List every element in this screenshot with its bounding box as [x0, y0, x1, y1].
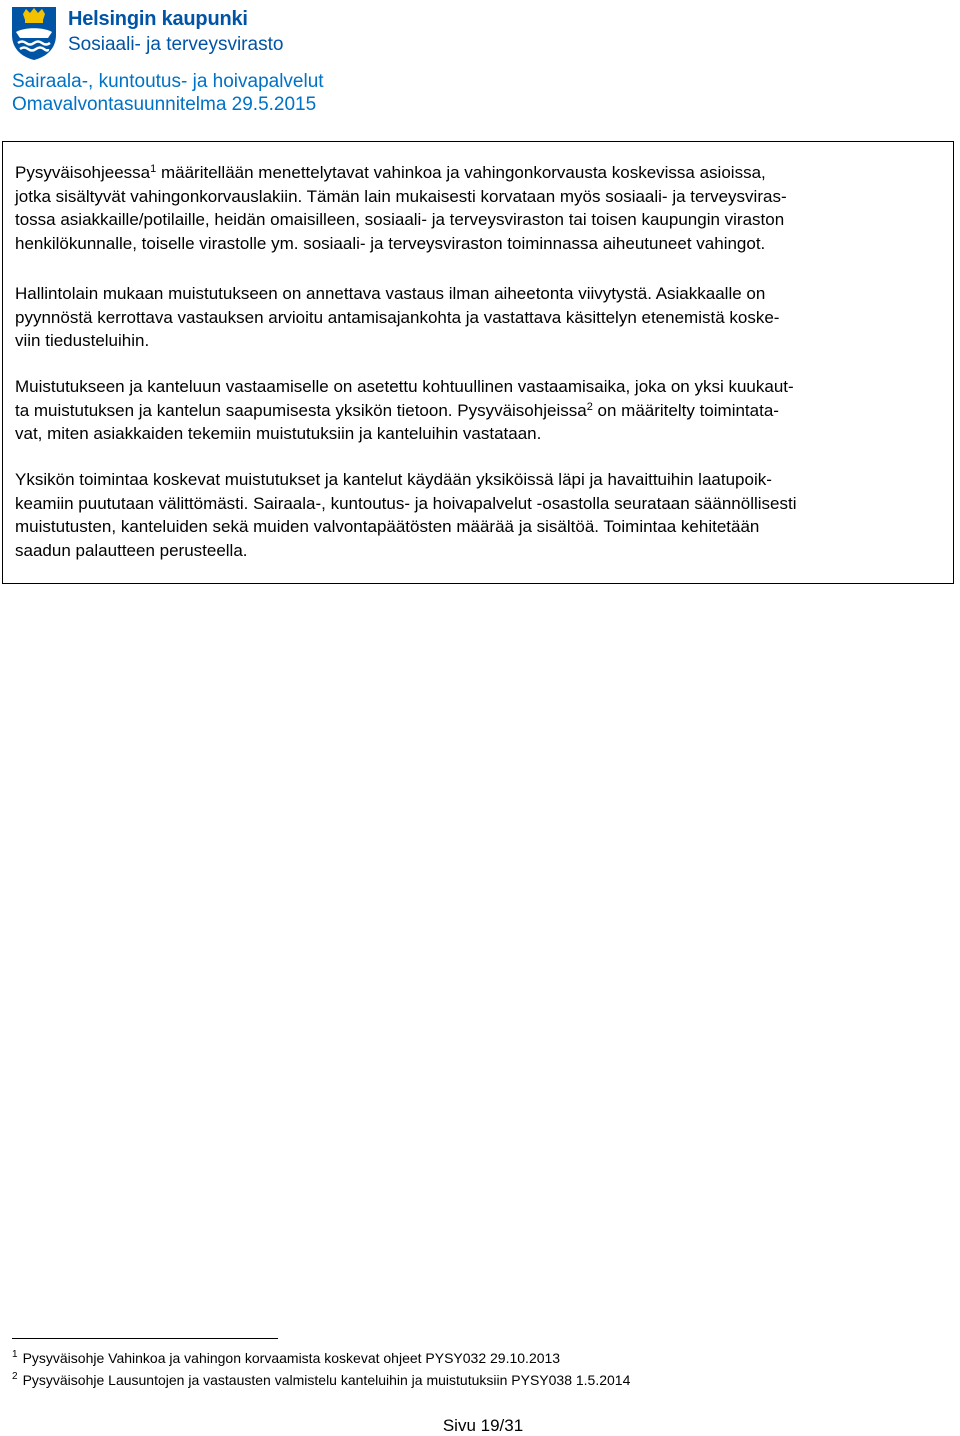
footnote-text: Pysyväisohje Lausuntojen ja vastausten valmistelu kanteluihin ja muistutuksiin PYSY038 1.5.2014 — [22, 1372, 631, 1388]
paragraph-response-time — [15, 375, 794, 446]
document-title: Omavalvontasuunnitelma 29.5.2015 — [12, 94, 317, 115]
footnote-text: Pysyväisohje Vahinkoa ja vahingon korvaamista koskevat ohjeet PYSY032 29.10.2013 — [22, 1350, 561, 1366]
text-line — [15, 161, 787, 185]
text-line: muistutusten, kanteluiden sekä muiden valvontapäätösten määrää ja sisältöä. Toimintaa kehitetään — [15, 517, 760, 536]
text-line: keamiin puututaan välittömästi. Sairaala-, kuntoutus- ja hoivapalvelut -osastolla seurataan säännöllisesti — [15, 493, 797, 513]
page-number — [0, 1416, 960, 1436]
page-header — [8, 3, 408, 63]
text-segment: Pysyväisohjeessa — [15, 163, 151, 182]
text-segment: on määritelty toimintata- — [592, 400, 779, 420]
text-segment: määritellään menettelytavat vahinkoa ja vahingonkorvausta koskevissa asioissa, — [156, 163, 766, 182]
footnote-number: 1 — [12, 1349, 18, 1360]
footnote-number: 2 — [12, 1371, 18, 1382]
page-number-label: Sivu 19/31 — [442, 1416, 524, 1435]
paragraph-unit-review — [15, 468, 797, 562]
text-line: Muistutukseen ja kanteluun vastaamiselle on asetettu kohtuullinen vastaamisaika, joka on yksi kuukaut- — [15, 377, 794, 396]
organization-name: Helsingin kaupunki — [68, 8, 248, 30]
text-line: jotka sisältyvät vahingonkorvauslakiin. Tämän lain mukaisesti korvataan myös sosiaali- ja terveysviras- — [15, 186, 787, 206]
text-line: vat, miten asiakkaiden tekemiin muistutuksiin ja kanteluihin vastataan. — [15, 424, 542, 443]
content-frame — [2, 141, 954, 584]
text-segment: ta muistutuksen ja kantelun saapumisesta yksikön tietoon. Pysyväisohjeissa — [15, 400, 587, 420]
text-line: Yksikön toimintaa koskevat muistutukset ja kantelut käydään yksiköissä läpi ja havaittuihin laatupoik- — [15, 470, 772, 489]
footnote-2 — [12, 1372, 630, 1388]
footnote-ref-1: 1 — [150, 163, 157, 175]
text-line: pyynnöstä kerrottava vastauksen arvioitu antamisajankohta ja vastattava käsittelyn etenemistä koske- — [15, 307, 780, 327]
document-service-line: Sairaala-, kuntoutus- ja hoivapalvelut — [12, 71, 324, 92]
paragraph-administrative-law — [15, 282, 779, 353]
helsinki-crest-logo — [10, 5, 58, 61]
text-line: Hallintolain mukaan muistutukseen on annettava vastaus ilman aiheetonta viivytystä. Asiakkaalle on — [15, 284, 766, 303]
text-line: tossa asiakkaille/potilaille, heidän omaisilleen, sosiaali- ja terveysviraston tai toisen kaupungin viraston — [15, 210, 785, 229]
footnote-1 — [12, 1350, 560, 1366]
paragraph-damages — [15, 161, 787, 255]
text-line: saadun palautteen perusteella. — [15, 540, 248, 560]
text-line: henkilökunnalle, toiselle virastolle ym. sosiaali- ja terveysviraston toiminnassa aiheutuneet vahingot. — [15, 233, 766, 253]
text-line: viin tiedusteluihin. — [15, 331, 150, 350]
department-name: Sosiaali- ja terveysvirasto — [68, 34, 284, 55]
footnote-ref-2: 2 — [586, 400, 593, 413]
text-line — [15, 399, 794, 423]
footnote-separator — [12, 1338, 278, 1339]
